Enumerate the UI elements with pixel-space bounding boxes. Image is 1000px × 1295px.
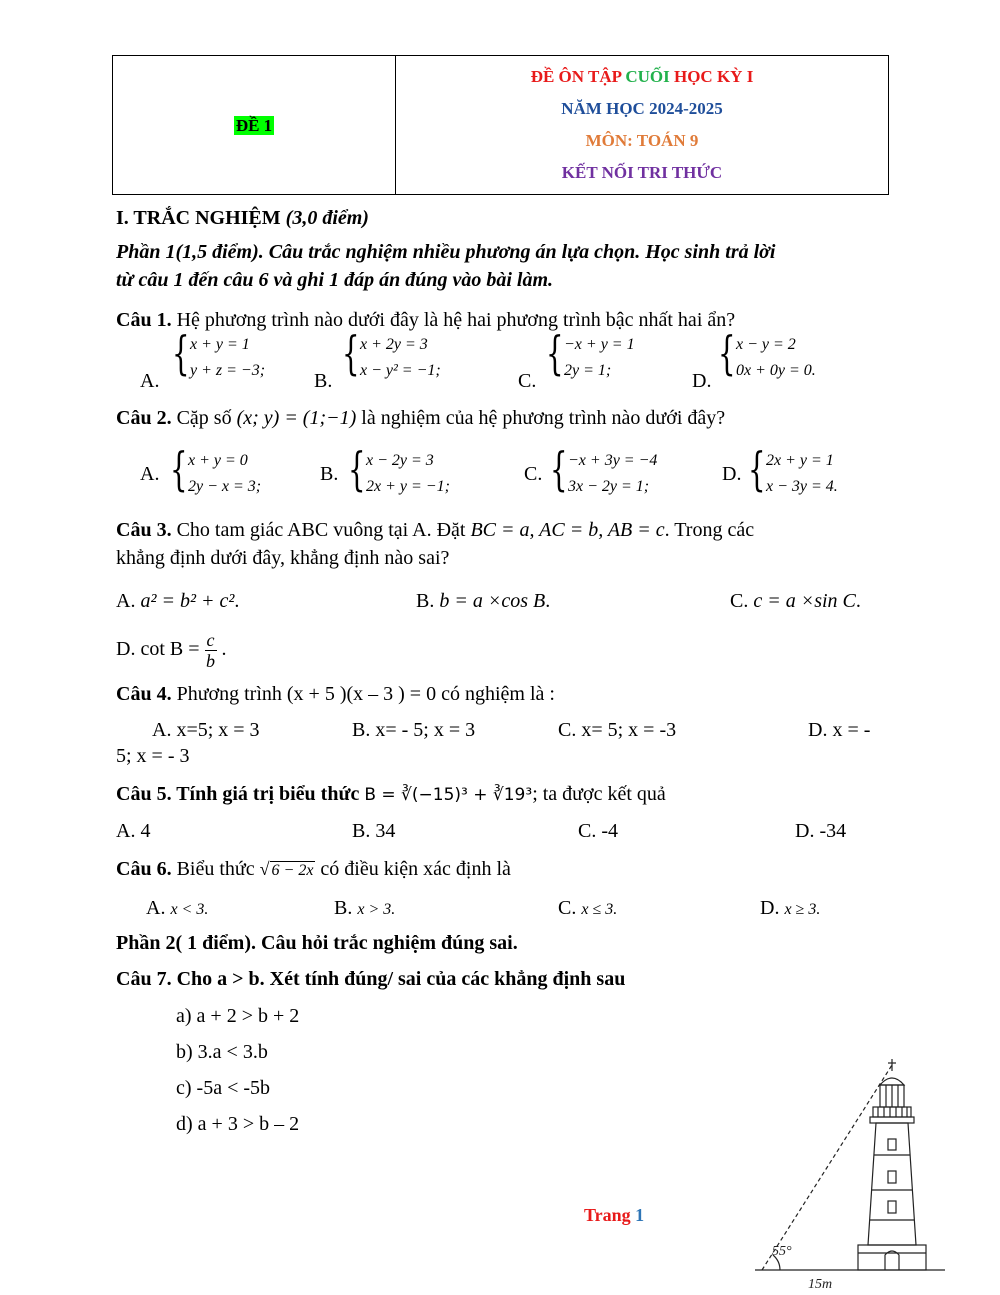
q4-option-b: B. x= - 5; x = 3 [352,719,476,741]
q3-option-c: C. c = a ×sin C. [730,590,861,612]
q3-option-b: B. b = a ×cos B. [416,590,551,612]
q7-item-b: b) 3.a < 3.b [176,1041,268,1063]
angle-label: 55° [772,1244,792,1259]
question-6: Câu 6. Biểu thức √ 6 − 2x có điều kiện xác định là [116,858,511,880]
textbook-series: KẾT NỐI TRI THỨC [561,163,723,182]
question-3: Câu 3. Cho tam giác ABC vuông tại A. Đặt BC = a, AC = b, AB = c. Trong các [116,519,755,541]
q5-option-a: A. 4 [116,820,151,842]
part1-instruction-line2: từ câu 1 đến câu 6 và ghi 1 đáp án đúng vào bài làm. [116,269,554,291]
question-7: Câu 7. Cho a > b. Xét tính đúng/ sai của các khẳng định sau [116,968,626,990]
q6-option-a: A. x < 3. [146,897,209,919]
subject: MÔN: TOÁN 9 [585,131,699,150]
q5-option-d: D. -34 [795,820,847,842]
question-3-line2: khẳng định dưới đây, khẳng định nào sai? [116,547,450,569]
q5-option-c: C. -4 [578,820,618,842]
q5-option-b: B. 34 [352,820,396,842]
school-year: NĂM HỌC 2024-2025 [561,99,723,118]
section-title: I. TRẮC NGHIỆM (3,0 điểm) [116,207,369,229]
part2-title: Phần 2( 1 điểm). Câu hỏi trắc nghiệm đúng sai. [116,932,518,954]
header-table [112,55,889,195]
q4-option-d-cont: 5; x = - 3 [116,745,190,767]
q4-option-a: A. x=5; x = 3 [152,719,260,741]
q6-option-b: B. x > 3. [334,897,396,919]
q7-item-c: c) -5a < -5b [176,1077,271,1099]
q1-option-b-letter: B. [314,370,333,392]
q4-option-c: C. x= 5; x = -3 [558,719,677,741]
q1-option-a-letter: A. [140,370,160,392]
q6-option-c: C. x ≤ 3. [558,897,618,919]
q3-option-a: A. a² = b² + c². [116,590,240,612]
header-left-cell [113,56,396,195]
q6-option-d: D. x ≥ 3. [760,897,821,919]
question-5: Câu 5. Tính giá trị biểu thức B = ∛(−15)³ + ∛19³; ta được kết quả [116,783,666,805]
q1-option-c-letter: C. [518,370,537,392]
header-right-cell [396,56,889,195]
q2-option-b-letter: B. [320,463,339,485]
question-2: Câu 2. Cặp số (x; y) = (1;−1) là nghiệm của hệ phương trình nào dưới đây? [116,407,726,429]
exam-number: ĐỀ 1 [235,115,273,135]
exam-title: ĐỀ ÔN TẬP CUỐI HỌC KỲ I [530,67,754,86]
q2-option-d-letter: D. [722,463,742,485]
q1-option-d-letter: D. [692,370,712,392]
part1-instruction-line1: Phần 1(1,5 điểm). Câu trắc nghiệm nhiều phương án lựa chọn. Học sinh trả lời [116,241,776,263]
q7-item-d: d) a + 3 > b – 2 [176,1113,300,1135]
q4-option-d: D. x = - [808,719,871,741]
question-4: Câu 4. Phương trình (x + 5 )(x – 3 ) = 0 có nghiệm là : [116,683,555,705]
page-number: Trang 1 [584,1205,645,1225]
question-1: Câu 1. Hệ phương trình nào dưới đây là hệ hai phương trình bậc nhất hai ẩn? [116,309,736,331]
base-length-label: 15m [808,1277,833,1290]
q3-option-d: D. cot B = $\frac{c}{b}$ . [116,630,227,671]
q7-item-a: a) a + 2 > b + 2 [176,1005,300,1027]
q2-option-a-letter: A. [140,463,160,485]
lighthouse-figure [740,1055,960,1290]
q2-option-c-letter: C. [524,463,543,485]
